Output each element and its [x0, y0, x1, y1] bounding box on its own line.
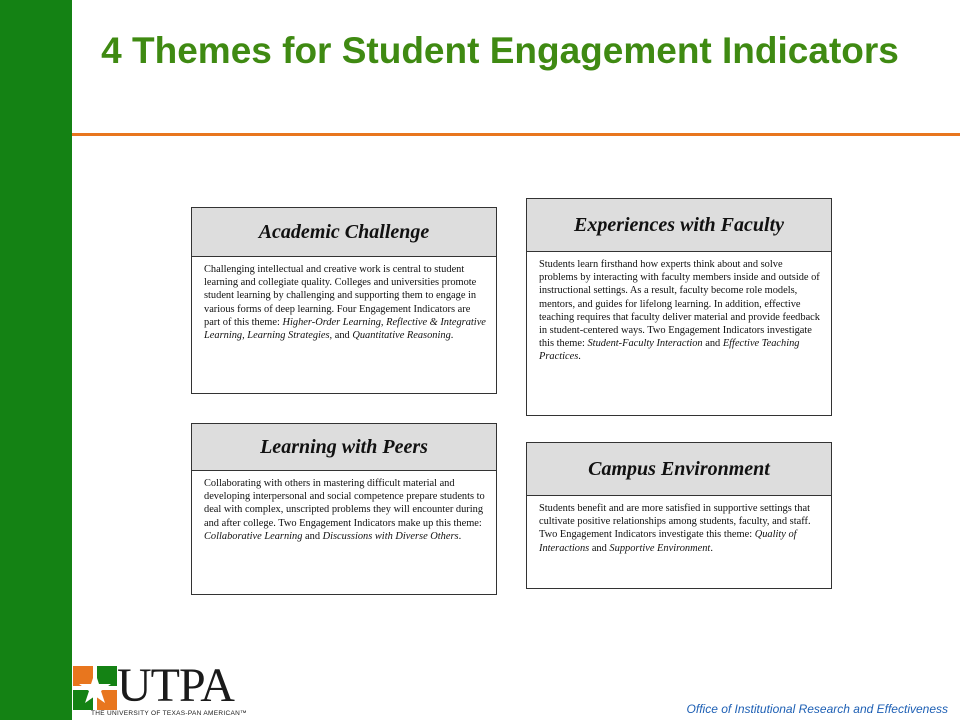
card-description: Students learn firsthand how experts think about and solve problems by interacting with faculty members inside and outside of instructional settings. As a result, faculty become role models, mentors, and guides for lifelong learning. In addition, effective teaching requires that faculty deliver material and provide feedback in student-centered ways. Two Engagement Indicators investigate this theme: Student-Faculty Interaction and Effective Teaching Practices. [539, 259, 820, 363]
theme-card-academic-challenge [191, 207, 497, 394]
indicator-names: Quantitative Reasoning [352, 330, 451, 342]
theme-card-learning-with-peers [191, 423, 497, 595]
green-sidebar-bar [0, 0, 72, 720]
indicator-names: Collaborative Learning [204, 530, 303, 542]
utpa-logo [73, 659, 273, 720]
indicator-names: Discussions with Diverse Others [322, 530, 459, 542]
title-divider [72, 133, 960, 136]
logo-wordmark: UTPA [117, 659, 234, 712]
slide-title: 4 Themes for Student Engagement Indicators [101, 30, 899, 71]
indicator-names: Student-Faculty Interaction [587, 338, 703, 350]
theme-card-experiences-with-faculty [526, 198, 832, 416]
star-logo-icon [73, 666, 117, 710]
logo-subtitle: THE UNIVERSITY OF TEXAS-PAN AMERICAN™ [91, 710, 247, 717]
card-description: Students benefit and are more satisfied in supportive settings that cultivate positive relationships among students, faculty, and staff. Two Engagement Indicators investigate this theme: Quality of Interactions and Supportive Environment. [539, 503, 811, 554]
footer-office-name: Office of Institutional Research and Effectiveness [686, 702, 948, 716]
card-heading: Academic Challenge [192, 208, 496, 257]
indicator-names: Higher-Order Learning, Reflective & Integrative Learning, Learning Strategies, [204, 316, 486, 342]
indicator-names: Supportive Environment [609, 542, 711, 554]
indicator-names: Effective Teaching Practices [539, 338, 800, 363]
card-heading: Learning with Peers [192, 424, 496, 471]
indicator-names: Quality of Interactions [539, 529, 797, 554]
card-heading: Experiences with Faculty [527, 199, 831, 252]
card-description: Challenging intellectual and creative work is central to student learning and collegiate quality. Colleges and universities promote student learning by challenging and supporting them to engage in various forms of deep learning. Four Engagement Indicators are part of this theme: Higher-Order Learning, Reflective & Integrative Learning, Learning Strategies, and Quantitative Reasoning. [204, 264, 486, 342]
card-heading: Campus Environment [527, 443, 831, 496]
theme-card-campus-environment [526, 442, 832, 589]
card-description: Collaborating with others in mastering difficult material and developing interpersonal and social competence prepare students to deal with complex, unscripted problems they will encounter during and after college. Two Engagement Indicators make up this theme: Collaborative Learning and Discussions with Diverse Others. [204, 478, 485, 542]
